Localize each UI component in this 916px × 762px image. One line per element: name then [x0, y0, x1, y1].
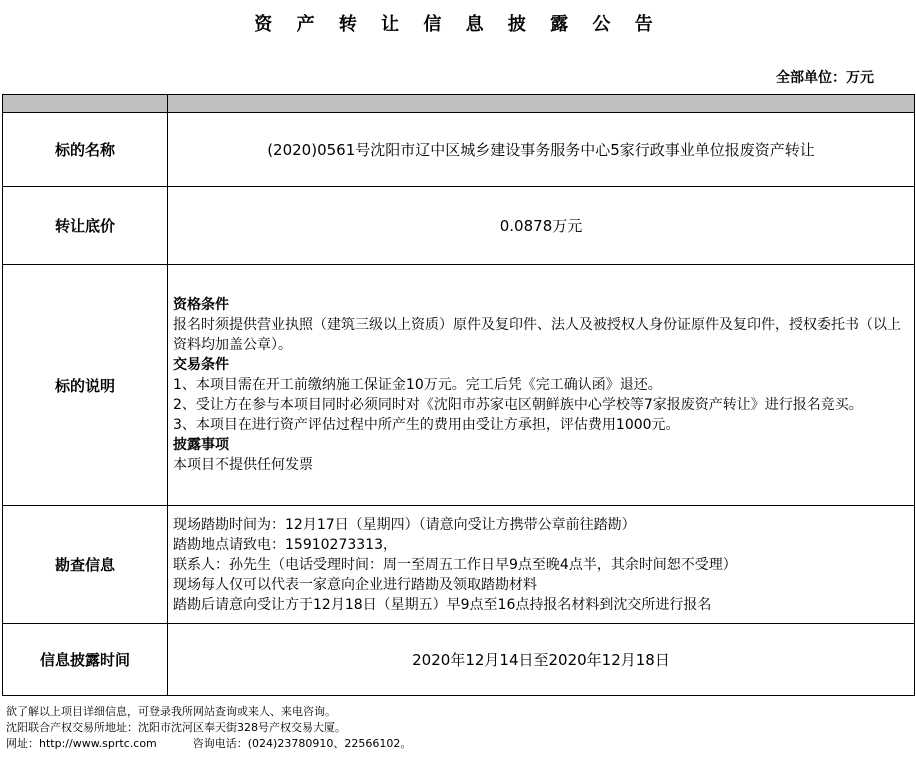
trade-heading: 交易条件 — [173, 357, 229, 373]
value-survey — [168, 506, 915, 624]
label-survey: 勘查信息 — [3, 506, 168, 624]
trade-item: 1、本项目需在开工前缴纳施工保证金10万元。完工后凭《完工确认函》退还。 — [173, 377, 662, 393]
row-survey — [3, 506, 915, 624]
header-cell-right — [168, 95, 915, 113]
footer-website[interactable]: 网址：http://www.sprtc.com — [6, 737, 157, 750]
row-period — [3, 624, 915, 696]
label-price: 转让底价 — [3, 187, 168, 265]
qualification-text: 报名时须提供营业执照（建筑三级以上资质）原件及复印件、法人及被授权人身份证原件及复印件，授权委托书（以上资料均加盖公章）。 — [173, 317, 901, 353]
value-period: 2020年12月14日至2020年12月18日 — [168, 624, 915, 696]
value-description — [168, 265, 915, 506]
row-name — [3, 113, 915, 187]
value-name: (2020)0561号沈阳市辽中区城乡建设事务服务中心5家行政事业单位报废资产转让 — [168, 113, 915, 187]
qualification-heading: 资格条件 — [173, 297, 229, 313]
table-header-row — [3, 95, 915, 113]
survey-line: 踏勘地点请致电：15910273313， — [173, 536, 397, 553]
survey-line: 现场踏勘时间为：12月17日（星期四）（请意向受让方携带公章前往踏勘） — [173, 516, 636, 533]
trade-item: 3、本项目在进行资产评估过程中所产生的费用由受让方承担，评估费用1000元。 — [173, 417, 680, 433]
footer-line-contact — [6, 736, 411, 752]
page-title: 资 产 转 让 信 息 披 露 公 告 — [254, 14, 662, 35]
value-price: 0.0878万元 — [168, 187, 915, 265]
unit-note: 全部单位：万元 — [776, 70, 874, 86]
row-description — [3, 265, 915, 506]
disclosure-text: 本项目不提供任何发票 — [173, 457, 313, 473]
disclosure-heading: 披露事项 — [173, 437, 229, 453]
footer-line-inquiry: 欲了解以上项目详细信息，可登录我所网站查询或来人、来电咨询。 — [6, 705, 336, 718]
footer-notes — [6, 704, 411, 752]
disclosure-table — [2, 94, 915, 696]
label-period: 信息披露时间 — [3, 624, 168, 696]
header-cell-left — [3, 95, 168, 113]
label-name: 标的名称 — [3, 113, 168, 187]
label-description: 标的说明 — [3, 265, 168, 506]
footer-line-address: 沈阳联合产权交易所地址：沈阳市沈河区奉天街328号产权交易大厦。 — [6, 721, 346, 734]
survey-line: 踏勘后请意向受让方于12月18日（星期五）早9点至16点持报名材料到沈交所进行报名 — [173, 596, 712, 613]
row-price — [3, 187, 915, 265]
footer-phone: 咨询电话：(024)23780910、22566102。 — [192, 737, 412, 750]
survey-line: 现场每人仅可以代表一家意向企业进行踏勘及领取踏勘材料 — [173, 576, 537, 593]
survey-line: 联系人：孙先生（电话受理时间：周一至周五工作日早9点至晚4点半，其余时间恕不受理） — [173, 556, 737, 573]
trade-item: 2、受让方在参与本项目同时必须同时对《沈阳市苏家屯区朝鲜族中心学校等7家报废资产转让》进行报名竞买。 — [173, 397, 863, 413]
